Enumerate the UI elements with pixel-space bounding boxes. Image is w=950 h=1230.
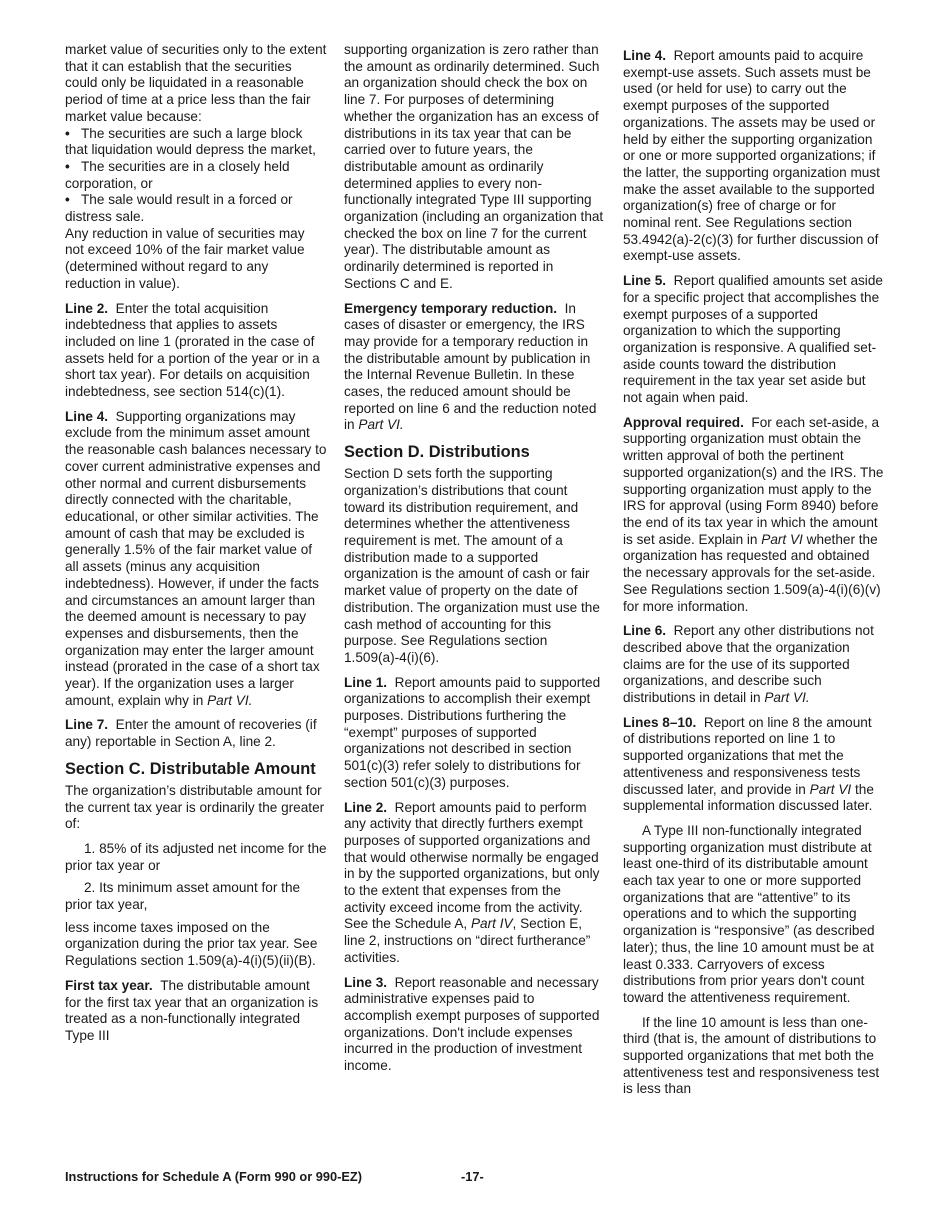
column-middle: [344, 42, 606, 1083]
line2-paragraph: [344, 800, 606, 967]
run-in-heading: First tax year.: [65, 977, 153, 993]
run-in-heading: Line 6.: [623, 623, 667, 639]
line5-paragraph: [623, 273, 885, 407]
line4-paragraph: [623, 48, 885, 265]
paragraph-text: The distributable amount for the first tax year that an organization is treated as a non-functionally integrated Type III: [65, 977, 319, 1043]
first-tax-year-paragraph: [65, 978, 327, 1045]
numbered-item: 1. 85% of its adjusted net income for the prior tax year or: [65, 840, 327, 873]
run-in-heading: Line 2.: [344, 799, 388, 815]
lines8-10-paragraph: [623, 715, 885, 815]
paragraph-text: the supplemental information discussed later.: [623, 781, 874, 814]
paragraph-text: Report reasonable and necessary administrative expenses paid to accomplish exempt purposes of supported organizations. Don't include expenses incurred in the production of investment income.: [344, 974, 600, 1074]
run-in-heading: Line 4.: [623, 48, 667, 63]
paragraph-text: Supporting organizations may exclude from the minimum asset amount the reasonable cash balances necessary to cover current administrative expenses and other normal and current disbursements directly connected with the charitable, educational, or other similar activities. The amount of cash that may be excluded is generally 1.5% of the fair market value of all assets (minus any acquisition indebtedness). However, if under the facts and circumstances an amount larger than the deemed amount is necessary to pay expenses and disbursements, then the organization may enter the larger amount instead (prorated in the case of a short tax year). If the organization uses a larger amount, explain why in: [65, 408, 327, 708]
run-in-heading: Line 7.: [65, 717, 109, 733]
paragraph-text: In cases of disaster or emergency, the IRS may provide for a temporary reduction in the distributable amount by publication in the Internal Revenue Bulletin. In these cases, the reduced amount should be reported on line 6 and the reduction noted in: [344, 300, 597, 433]
paragraph: market value of securities only to the extent that it can establish that the securities could only be liquidated in a reasonable period of time at a price less than the fair market value because:: [65, 42, 327, 124]
italic-reference: Part IV: [470, 916, 513, 932]
bullet-item: • The securities are in a closely held corporation, or: [65, 159, 327, 192]
approval-paragraph: [623, 415, 885, 615]
paragraph-text: Report amounts paid to perform any activity that directly furthers exempt purposes of supported organizations and that would otherwise normally be engaged in by the supported organizations, but only to the extent that expenses from the activity exceed income from the activity. See the Schedule A,: [344, 799, 600, 932]
paragraph-text: Report amounts paid to acquire exempt-use assets. Such assets must be used (or held for use) to carry out the exempt purposes of the supported organizations. The assets may be used or held by either the supporting organization or one or more supported organizations; if the latter, the supporting organization must make the asset available to the supported organization(s) free of charge or for nominal rent. See Regulations section 53.4942(a)-2(c)(3) for further discussion of exempt-use assets.: [623, 48, 880, 264]
paragraph-text: whether the organization has requested and obtained the necessary approvals for the set-aside. See Regulations section 1.509(a)-4(i)(6)(v) for more information.: [623, 531, 881, 614]
paragraph-text: Report on line 8 the amount of distributions reported on line 1 to supported organizations that met the attentiveness and responsiveness tests discussed later, and provide in: [623, 714, 872, 797]
paragraph: A Type III non-functionally integrated supporting organization must distribute at least one-third of its distributable amount each tax year to one or more supported organizations that are “attentive” to its operations and to which the supporting organization is “responsive” (as described later); thus, the line 10 amount must be at least 0.333. Carryovers of excess distributions from prior years don't count toward the attentiveness requirement.: [623, 822, 875, 1005]
run-in-heading: Line 5.: [623, 273, 667, 289]
column-right: [623, 48, 885, 1098]
run-in-heading: Lines 8–10.: [623, 714, 697, 730]
run-in-heading: Line 2.: [65, 300, 109, 316]
italic-reference: Part VI.: [207, 692, 253, 708]
section-heading: Section C. Distributable Amount: [65, 759, 316, 778]
paragraph: less income taxes imposed on the organization during the prior tax year. See Regulations section 1.509(a)-4(i)(5)(ii)(B).: [65, 919, 318, 969]
numbered-item: 2. Its minimum asset amount for the prior tax year,: [65, 880, 301, 913]
run-in-heading: Emergency temporary reduction.: [344, 300, 558, 316]
italic-reference: Part VI.: [764, 690, 810, 706]
run-in-heading: Line 1.: [344, 674, 388, 690]
paragraph: Any reduction in value of securities may not exceed 10% of the fair market value (determined without regard to any reduction in value).: [65, 225, 305, 291]
line6-paragraph: [623, 623, 885, 707]
column-left: [65, 42, 327, 1053]
italic-reference: Part VI: [761, 531, 803, 547]
paragraph: The organization’s distributable amount for the current tax year is ordinarily the greater of:: [65, 782, 325, 832]
paragraph-text: Report qualified amounts set aside for a specific project that accomplishes the exempt purposes of a supported organization to which the supporting organization is responsive. A qualified set-aside counts toward the distribution requirement in the tax year set aside but not again when paid.: [623, 273, 883, 406]
paragraph: Section D sets forth the supporting organization’s distributions that count toward its distribution requirement, and determines whether the attentiveness requirement is met. The amount of a distribution made to a supported organization is the amount of cash or fair market value of property on the date of distribution. The organization must use the cash method of accounting for this purpose. See Regulations section 1.509(a)-4(i)(6).: [344, 466, 600, 665]
line3-paragraph: [344, 975, 606, 1075]
paragraph: supporting organization is zero rather than the amount as ordinarily determined. Such an organization should check the box on line 7. For purposes of determining whether the organization has an excess of distributions in its tax year that can be carried over to future years, the distributable amount as ordinarily determined applies to every non-functionally integrated Type III supporting organization (including an organization that checked the box on line 7 for the current year). The distributable amount as ordinarily determined is reported in Sections C and E.: [344, 42, 604, 291]
italic-reference: Part VI.: [358, 417, 404, 433]
bullet-item: • The securities are such a large block that liquidation would depress the market,: [65, 126, 327, 159]
bullet-item: • The sale would result in a forced or distress sale.: [65, 192, 327, 225]
paragraph-text: Report amounts paid to supported organizations to accomplish their exempt purposes. Distributions furthering the “exempt” purposes of supported organizations not described in section 501(c)(3) refer solely to distributions for section 501(c)(3) purposes.: [344, 674, 601, 790]
line4-paragraph: [65, 409, 327, 710]
italic-reference: Part VI: [809, 781, 852, 797]
run-in-heading: Approval required.: [623, 414, 744, 430]
paragraph-text: Enter the total acquisition indebtedness that applies to assets included on line 1 (prorated in the case of assets held for a portion of the year or in a short tax year). For details on acquisition indebtedness, see section 514(c)(1).: [65, 300, 320, 400]
paragraph: If the line 10 amount is less than one-third (that is, the amount of distributions to supported organizations that met both the attentiveness test and responsiveness test is less than: [623, 1014, 880, 1097]
page-number: -17-: [461, 1169, 484, 1184]
emergency-paragraph: [344, 301, 606, 435]
line7-paragraph: [65, 717, 327, 750]
run-in-heading: Line 4.: [65, 408, 109, 424]
paragraph-text: For each set-aside, a supporting organization must obtain the written approval of both the pertinent supported organization(s) and the IRS. The supporting organization must apply to the IRS for approval (using Form 8940) before the end of its tax year in which the amount is set aside. Explain in: [623, 414, 884, 547]
run-in-heading: Line 3.: [344, 974, 388, 990]
paragraph-text: Report any other distributions not described above that the organization claims are for the use of its supported organizations, and describe such distributions in detail in: [623, 623, 874, 706]
paragraph-text: Enter the amount of recoveries (if any) reportable in Section A, line 2.: [65, 717, 317, 750]
line2-paragraph: [65, 301, 327, 401]
line1-paragraph: [344, 675, 606, 792]
paragraph-text: , Section E, line 2, instructions on “direct furtherance” activities.: [344, 916, 591, 965]
footer-title: Instructions for Schedule A (Form 990 or 990-EZ): [65, 1169, 362, 1184]
section-heading: Section D. Distributions: [344, 443, 530, 462]
